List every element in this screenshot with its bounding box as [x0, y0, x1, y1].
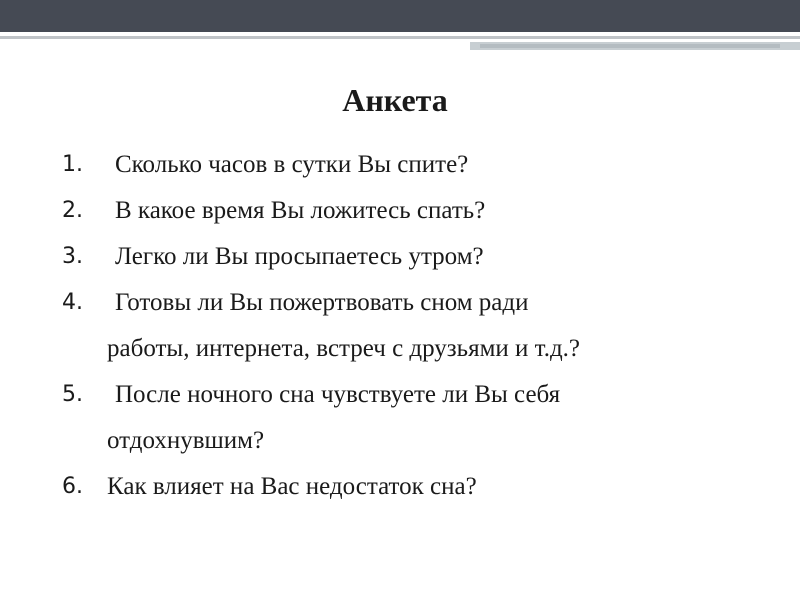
question-text: После ночного сна чувствуете ли Вы себя	[115, 381, 561, 408]
question-item	[62, 142, 782, 188]
question-item	[62, 464, 782, 510]
question-number: 4.	[62, 290, 83, 315]
question-number: 1.	[62, 152, 83, 177]
decorative-bar-inner	[480, 44, 780, 48]
question-text: В какое время Вы ложитесь спать?	[115, 197, 486, 224]
question-number: 6.	[62, 474, 83, 499]
question-text: Как влияет на Вас недостаток сна?	[107, 473, 477, 500]
question-item	[62, 188, 782, 234]
question-text: Легко ли Вы просыпаетесь утром?	[115, 243, 484, 270]
header-band	[0, 0, 800, 32]
slide-title: Анкета	[342, 82, 448, 118]
question-text: Готовы ли Вы пожертвовать сном ради	[115, 289, 529, 316]
question-number: 3.	[62, 244, 83, 269]
decorative-line	[0, 36, 800, 39]
question-text: Сколько часов в сутки Вы спите?	[115, 151, 469, 178]
question-number: 2.	[62, 198, 83, 223]
question-number: 5.	[62, 382, 83, 407]
question-item	[62, 280, 782, 372]
question-item	[62, 234, 782, 280]
question-text-continued: отдохнувшим?	[107, 427, 265, 454]
question-list	[62, 142, 782, 510]
question-item	[62, 372, 782, 464]
question-text-continued: работы, интернета, встреч с друзьями и т.д.?	[107, 335, 581, 362]
